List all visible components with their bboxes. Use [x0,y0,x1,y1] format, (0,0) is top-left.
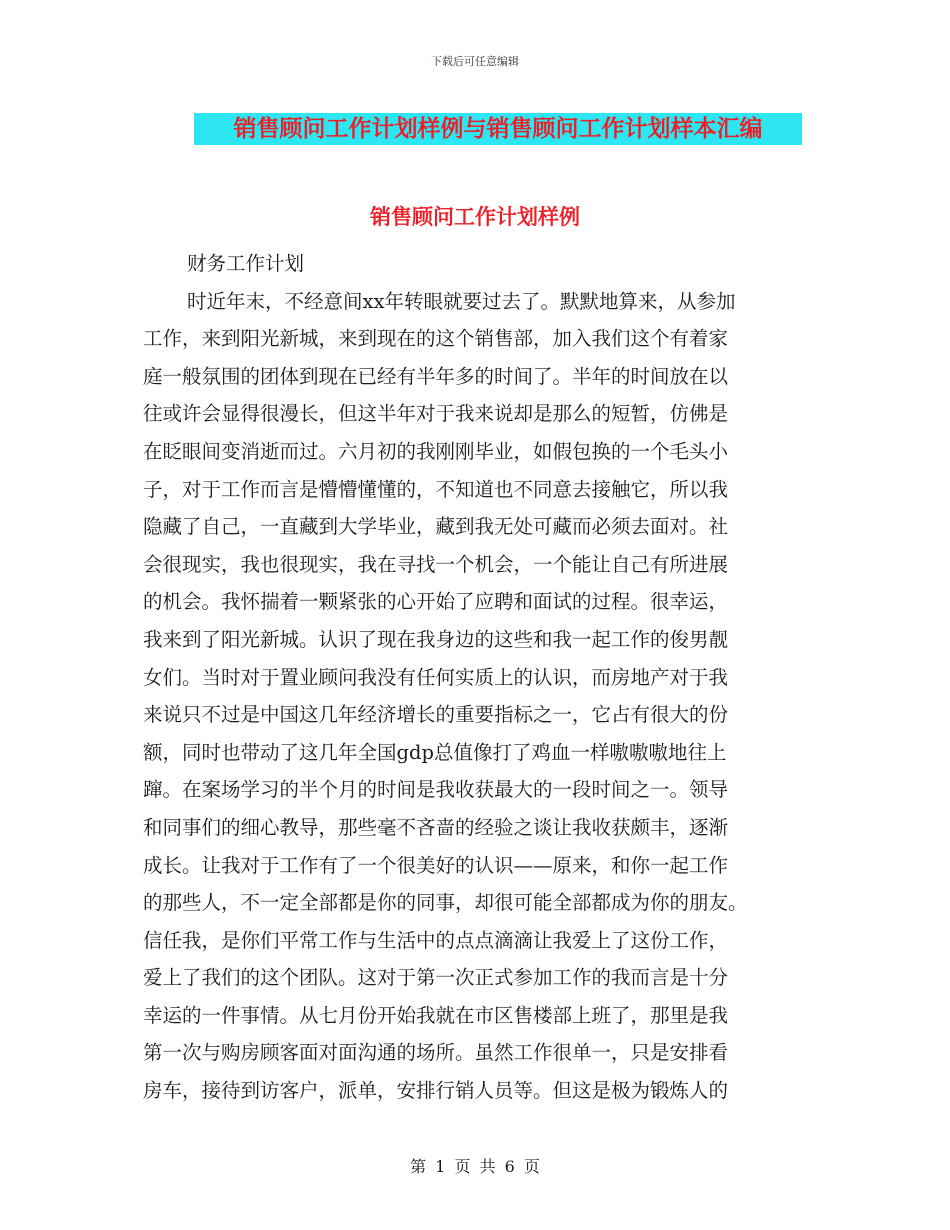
paragraph-line: 成长。让我对于工作有了一个很美好的认识——原来，和你一起工作 [143,853,729,877]
paragraph-line: 隐藏了自己，一直藏到大学毕业，藏到我无处可藏而必须去面对。社 [143,515,729,539]
body-text [143,245,808,1110]
paragraph-line: 我来到了阳光新城。认识了现在我身边的这些和我一起工作的俊男靓 [143,627,729,651]
paragraph-line: 的那些人，不一定全部都是你的同事，却很可能全部都成为你的朋友。 [143,891,748,915]
paragraph-line: 幸运的一件事情。从七月份开始我就在市区售楼部上班了，那里是我 [143,1003,729,1027]
paragraph-line: 往或许会显得很漫长，但这半年对于我来说却是那么的短暂，仿佛是 [143,402,729,426]
paragraph-line: 时近年末，不经意间xx年转眼就要过去了。默默地算来，从参加 [187,289,736,313]
document-title: 销售顾问工作计划样例与销售顾问工作计划样本汇编 [194,113,802,145]
paragraph-line: 第一次与购房顾客面对面沟通的场所。虽然工作很单一，只是安排看 [143,1041,729,1065]
paragraph-line: 信任我，是你们平常工作与生活中的点点滴滴让我爱上了这份工作， [143,928,729,952]
paragraph-line: 在眨眼间变消逝而过。六月初的我刚刚毕业，如假包换的一个毛头小 [143,439,729,463]
paragraph-line: 来说只不过是中国这几年经济增长的重要指标之一，它占有很大的份 [143,703,729,727]
paragraph-line: 和同事们的细心教导，那些毫不吝啬的经验之谈让我收获颇丰，逐渐 [143,815,729,839]
header-note: 下载后可任意编辑 [431,55,519,68]
body-heading: 财务工作计划 [187,252,305,275]
paragraph-line: 女们。当时对于置业顾问我没有任何实质上的认识，而房地产对于我 [143,665,729,689]
paragraph-line: 房车，接待到访客户，派单，安排行销人员等。但这是极为锻炼人的 [143,1079,729,1103]
paragraph-line: 的机会。我怀揣着一颗紧张的心开始了应聘和面试的过程。很幸运， [143,590,729,614]
paragraph-line: 额，同时也带动了这几年全国gdp总值像打了鸡血一样嗷嗷嗷地往上 [143,740,727,764]
paragraph-line: 会很现实，我也很现实，我在寻找一个机会，一个能让自己有所进展 [143,552,729,576]
paragraph-line: 爱上了我们的这个团队。这对于第一次正式参加工作的我而言是十分 [143,966,729,990]
section-title: 销售顾问工作计划样例 [370,205,580,229]
page-number: 第 1 页 共 6 页 [410,1157,540,1176]
paragraph-line: 蹿。在案场学习的半个月的时间是我收获最大的一段时间之一。领导 [143,778,729,802]
paragraph-line: 工作，来到阳光新城，来到现在的这个销售部，加入我们这个有着家 [143,327,729,351]
paragraph-line: 庭一般氛围的团体到现在已经有半年多的时间了。半年的时间放在以 [143,364,729,388]
paragraph-line: 子，对于工作而言是懵懵懂懂的，不知道也不同意去接触它，所以我 [143,477,729,501]
